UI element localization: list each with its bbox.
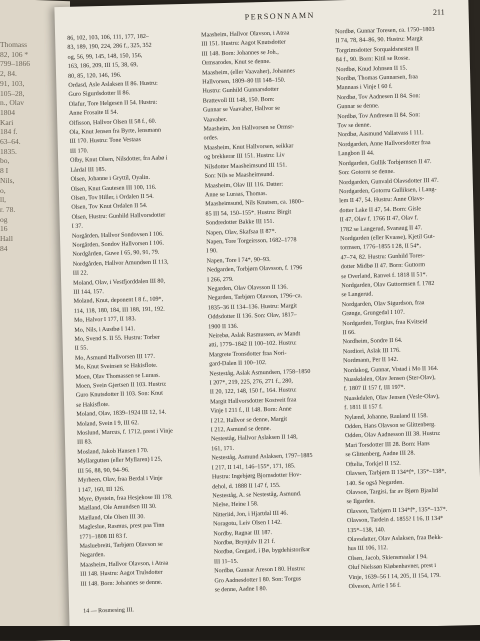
index-entry-line: Oluf Nielssøn Kiøbenhavner, prest i <box>348 563 437 572</box>
index-entry-line: Nordgarden, Torgius, fraa Kvitseid <box>342 318 428 327</box>
index-entry-line: Ordasd, Asle Aslaksen II 86. Hustru: <box>68 80 158 89</box>
dark-surface-strip <box>0 626 480 640</box>
index-entry-line: Nordbø, Brynjulv II 21 f. <box>213 538 276 547</box>
index-entry-line: Tov se denne. <box>337 122 372 130</box>
index-entry-line: Hustru: Gunhild Gunnarsdotter <box>202 87 279 95</box>
index-entry-line: Nesteståg, Hallvor Aslaksen II 148, <box>210 434 298 443</box>
index-entry-line: III 148. Born: Johannes se denne. <box>80 579 163 588</box>
index-entry-line: Mo, Nils, i Austbø I 141. <box>74 325 136 334</box>
index-entry-line: og, 56, 99, 145, 148, 150, 156, <box>67 52 143 61</box>
index-entry-line: Anne se Luraas, Thomas. <box>204 190 268 199</box>
left-page-line: n., Olav <box>0 98 24 108</box>
index-entry-line: Olavson, Tarbjørn II 134*f*, 135*–137*. <box>346 506 448 515</box>
index-entry-line: Anne Frosaite II 54. <box>68 109 119 118</box>
index-entry-line: Margit Hallvorsdotter Kostveit fraa <box>210 397 297 406</box>
index-entry-line: Brattevoll III 148, 150. Born: <box>202 96 275 105</box>
index-entry-line: Nordgarden, Olav Guttormsen f. 1782 <box>341 280 435 290</box>
index-entry-line: Olavson, Tardein d. 1855? I 16, II 134* <box>346 515 444 525</box>
left-page-line: og <box>0 214 8 224</box>
left-page-edge-text <box>0 40 62 600</box>
index-entry-line: Nordbø, Gregard, i Bø, bygdehistorikar <box>213 547 311 556</box>
index-entry-line: Grønge, Grungedal I 107. <box>341 309 405 318</box>
index-entry-line: 85 III 54, 150–155*. Hustru: Birgit <box>205 209 292 218</box>
left-page-line: bo, <box>0 156 10 166</box>
index-entry-line: 161, 171. <box>211 445 235 453</box>
index-entry-line: Nordgarden, Olav Sigurdson, fraa <box>341 299 425 308</box>
index-entry-line: I 90. <box>206 248 218 255</box>
index-entry-line: Myllargutten (eller Myllaren) I 25, <box>77 456 163 466</box>
index-entry-line: Moland, Svein I 9, III 62. <box>76 419 139 428</box>
index-entry-line: Mo, Halvor I 177, II 183. <box>73 316 137 324</box>
index-entry-line: 47–74, 82. Hustru: Gunhild Tores- <box>340 252 425 261</box>
index-entry-line: Langbon II 44. <box>338 150 375 158</box>
index-entry-line: Nordbø, Tov Andresen II 84. Son: <box>337 111 421 120</box>
left-page-line: Nils, <box>0 175 15 185</box>
index-entry-line: dehol, d. 1888 II 147 f, 155. <box>212 482 281 490</box>
page-title: PERSONNAMN <box>244 10 315 22</box>
index-entry-line: Olavsdatter, Olav Aslaksen, fraa Bekk- <box>347 534 443 544</box>
index-column-3 <box>335 25 477 592</box>
left-page-line: 82, 106 * <box>0 49 29 59</box>
index-entry-line: Moen, Olav Thomassen se Luraas. <box>75 372 161 381</box>
index-entry-line: Nordbø, Thomas Gunnarsen, fraa <box>336 74 418 83</box>
index-entry-line: Vinje I 211 f., II 148. Born: Anne <box>210 406 292 415</box>
index-entry-line: Moen, Svein Gjertsen II 103. Hustru: <box>75 381 167 390</box>
index-entry-line: Maasheim, Hallvor Olavson, i Atraa <box>201 30 290 39</box>
left-page-line: 184 f. <box>0 127 18 137</box>
index-entry-line: Napen, Tore Torgeirsson, 1682–1778 <box>206 237 297 246</box>
index-entry-line: II 66. <box>342 329 356 337</box>
index-entry-line: II 74, 78, 84–86, 90. Hustru: Margit <box>335 36 423 45</box>
index-entry-line: Nordbø, Knud Johnsen II 15. <box>335 65 408 73</box>
index-entry-line: Nuaskdalen, Olav Jensen (Ster-Olav), <box>343 374 436 384</box>
index-entry-line: Olsen, Jacob, Skiensmaalar I 94. <box>347 553 428 562</box>
index-entry-line: Olavson, Targisi, far av Bjørn Bjaalid <box>346 487 438 497</box>
index-entry-line: Vinje, 1639–56 I 14, 205, II 154, 179. <box>348 572 441 581</box>
index-entry-line: 1900 II 136. <box>208 323 239 331</box>
index-entry-line: lem II 47, 54. Hustru: Anne Olavs- <box>339 196 425 205</box>
left-page-line: 63–64. <box>0 137 21 147</box>
index-entry-line: se Glittenberg, Aadne III 28. <box>345 450 416 459</box>
index-entry-line: Odden, Hans Olavson se Glittenberg. <box>344 422 436 431</box>
index-entry-line: se Langerud. <box>341 291 374 299</box>
index-entry-line: 135*–138, 140. <box>347 526 386 534</box>
index-entry-line: f. 1807 II 157 f, III 197*. <box>343 385 406 393</box>
index-entry-line: atti, 1779–1842 II 100–102. Hustru: <box>208 340 297 349</box>
index-entry-line: III 83. <box>76 439 93 447</box>
index-entry-line: I 207*, 219, 225, 276, 271 f., 280, <box>209 378 293 387</box>
index-entry-line: se Hakisflote. <box>76 401 110 409</box>
left-page-line: r. 78. <box>0 204 16 214</box>
index-entry-line: I 37. <box>71 223 84 230</box>
index-entry-line: dotter Midbø II 47. Born: Guttorm <box>340 262 426 271</box>
index-entry-line: Nordgarden, Anne Hallvorsdotter fraa <box>337 139 431 149</box>
index-entry-line: Ola, Knut Jensen fra Byrte, lensmann <box>69 127 162 136</box>
index-entry-line: ordes. <box>203 135 219 143</box>
index-entry-line: Nielse, Heine I 58. <box>212 501 259 509</box>
index-entry-line: II 55. <box>74 345 89 353</box>
index-entry-line: 86, 102, 103, 106, 111, 177, 182– <box>67 33 150 42</box>
index-entry-line: se denne, Aadne I 80. <box>214 586 268 594</box>
index-entry-line: III 144, 157. <box>73 288 104 296</box>
index-entry-line: Norgården, Hallvor Sondovsen I 106. <box>71 231 164 240</box>
index-entry-line: III 170. Hustru: Tone Vestaas <box>69 137 142 146</box>
index-entry-line: Hallvorsen, 1809–80 III 148–150. <box>202 77 286 86</box>
index-entry-line: Nordbø, Aasmund Vallatvass I 111. <box>337 130 424 139</box>
left-page-line: 91, 103, <box>0 78 25 88</box>
index-entry-line: Mari Torsdotter III 28. Born: Hans <box>345 440 430 450</box>
index-entry-line: Nordgården, Hallvor Amundsen II 113, <box>72 259 169 268</box>
index-entry-line: III 151. Hustru: Aagot Knutsdotter <box>201 39 286 48</box>
index-entry-line: Torgrimsdotter Sorqualdsnesten II <box>335 46 420 55</box>
index-entry-line: Nuaskdalen, Olav Jensen (Vesle-Olav), <box>343 393 440 403</box>
index-entry-line: Neirebø, Aslak Rasmussen, av Mandt <box>208 331 301 340</box>
left-page-line: 2, 84. <box>0 69 17 79</box>
index-entry-line: Nordakog, Gunnar, Vistad i Mo II 164. <box>343 365 439 374</box>
index-entry-line: Nesteståg, Asmund Aslaksen, 1797–1885 <box>211 453 313 462</box>
index-entry-line: Maasheimsund, Nils Knutsen, ca. 1800– <box>205 199 304 208</box>
index-entry-line: Nordgarden, Gullik Torbjørnsen II 47. <box>338 158 432 167</box>
index-entry-line: Olsen, Knut Gautesen III 100, 116. <box>70 184 157 193</box>
index-entry-line: Nordheim, Sondre II 64. <box>342 338 403 346</box>
index-entry-line: Mælland, Ole Olsen III 30. <box>78 513 145 522</box>
index-entry-line: Negarden. <box>79 552 106 560</box>
index-entry-line: Oddsdotter II 136. Son: Olav, 1817– <box>207 312 297 321</box>
index-entry-line: Vaavaher. <box>203 116 228 124</box>
index-entry-line: Margrete Tronsdotter fraa Nori- <box>208 350 287 359</box>
index-entry-line: Moland, Olav, 1839–1924 III 12, 14. <box>76 409 167 418</box>
index-entry-line: 80, 85, 120, 146, 196. <box>68 72 122 80</box>
index-entry-line: I 147, 160, III 126. <box>78 486 125 494</box>
index-entry-line: I 266, 279. <box>207 276 234 284</box>
index-entry-line: Mosland, Jakob Hansen I 70. <box>77 447 149 456</box>
index-entry-line: se Ilgarden. <box>346 498 376 506</box>
index-entry-line: Nordby, Ragnar III 187. <box>213 529 273 537</box>
index-entry-line: I 212, Asmund se denne. <box>210 426 272 434</box>
index-entry-line: Nesteståg, A. se Nesteståg, Asmund. <box>212 491 302 500</box>
index-entry-line: Nedgarden, Torbjørn Olavsson, f. 1796 <box>206 265 303 274</box>
index-entry-line: Guro Knutsdotter II 103. Son: Knut <box>75 391 163 400</box>
index-entry-line: Nordgården, Guwe I 65, 90, 91, 79. <box>72 250 160 259</box>
index-entry-line: 163, 186, 209, III 15, 38, 69, <box>67 62 138 71</box>
index-entry-line: Olsen, Hustru: Gunhild Hallvorsdotter <box>71 212 166 221</box>
index-entry-line: Negarden, Tarbjørn Olavson, 1796–ca. <box>207 293 303 302</box>
index-entry-line: Son: Gotorru se denne. <box>338 168 395 177</box>
index-entry-line: Guro Sigurdsdotter II 86. <box>68 90 131 99</box>
left-page-line: 16 <box>0 224 8 234</box>
index-entry-line: Gro Aadnesdotter I 80. Son: Torgus <box>214 575 302 584</box>
index-entry-line: Nordiori, Aslak III 176. <box>342 347 401 356</box>
index-column-2 <box>201 28 343 595</box>
index-entry-line: I 217, II 141, 146–155*, 171, 185. <box>211 463 296 472</box>
index-entry-line: Olsen, Tov Hiller, i Ordalen II 54. <box>71 193 154 202</box>
index-entry-line: III 170. <box>69 148 89 155</box>
index-entry-line: Olsen, Tov Knut Ordalen II 54. <box>71 203 148 212</box>
left-page-line: 1804 <box>0 107 15 117</box>
index-entry-line: Hustru: Ingebjørg Bjornsdotter Hov- <box>211 472 302 481</box>
index-entry-line: Nitteriid, Jon, i Hjartdal III 46. <box>212 510 289 519</box>
index-entry-line: Nordgarden, Gotorru Gulliksen, i Lang- <box>338 186 437 196</box>
index-entry-line: Olavsen, Tarbjørn II 134*f*, 135*–138*, <box>345 468 447 478</box>
index-entry-line: Nordbø, Tov Aadnesen II 84. Son: <box>336 93 421 102</box>
index-entry-line: II 47, Olav f. 1766 II 47, Olav f. <box>339 215 419 224</box>
index-entry-line: Maasheim, Hallvor Olavson, i Atraa <box>79 560 169 569</box>
index-entry-line: Mo, Knut Sveinsen se Hakisflote. <box>75 362 158 371</box>
index-entry-line: Ormsarodes, Knut se denne. <box>201 59 271 67</box>
page-number: 211 <box>432 7 445 17</box>
index-entry-line: og brekkerar III 151. Hustru: Liv <box>204 152 285 161</box>
index-entry-line: 114, 118, 180, 184, III 188, 191, 192. <box>73 306 165 315</box>
index-entry-line: Norgården, Sondov Hallvorsen I 106. <box>72 240 164 249</box>
index-entry-line: Mælland, Ole Amundsen III 30. <box>78 504 157 513</box>
left-page-line: 84 <box>0 243 8 253</box>
index-entry-line: 140. Se også Negarden. <box>346 479 404 487</box>
index-entry-line: se Overland, Ranvei f. 1818 II 51*. <box>340 271 428 280</box>
index-entry-line: Odden, Olav Aadnesson III 38. Hustru: <box>344 431 441 440</box>
left-page-line: o, <box>0 185 6 195</box>
left-page-line: 105–28, <box>0 88 25 98</box>
index-entry-line: Lårdal III 185. <box>70 166 107 174</box>
index-entry-line: Gunnar se Vaavaher, Hallvor se <box>202 105 281 114</box>
index-entry-line: Son: Nils se Maasheimsund. <box>204 171 275 180</box>
index-entry-line: tormsen, 1776–1855 I 28, II 54*, <box>340 243 422 252</box>
index-entry-line: Olby, Knut Olsen, Nilsdotter, fra Aabø i <box>70 155 168 165</box>
index-entry-line: Mo, Asmund Hallvorsen III 177. <box>74 353 155 362</box>
index-entry-line: Nylænd, Johanne, Rauland II 158. <box>344 412 429 421</box>
index-entry-line: Sondredotter Bakke III 151. <box>205 218 275 227</box>
index-entry-line: 1771–1808 III 83 f. <box>79 533 128 541</box>
page-footer: 14 — Rosmesing III. <box>83 607 134 615</box>
index-entry-line: Moland, Knut, deponent I 8 f., 109*, <box>73 296 164 306</box>
index-entry-line: Maasheim, Knut Hallvorsen, seikkar <box>203 143 294 152</box>
index-entry-line: III 11–15. <box>213 558 239 566</box>
index-entry-line: Nordgarden, Gunvald Olavsdotter III 47. <box>338 177 439 186</box>
index-entry-line: Napen, Tore I 74*, 90–93. <box>206 256 271 265</box>
index-entry-line: 1835–36 II 134–136. Hustru: Margit <box>207 303 297 312</box>
index-entry-line: Nesteståg, Aslak Asmundsen, 1758–1850 <box>209 368 311 378</box>
index-entry-line: Moslund, Marcus, f. 1712, prest i Vinje <box>76 428 173 437</box>
index-entry-line: f. 1811 II 157 f. <box>344 404 383 412</box>
index-entry-line: III 148. Born: Johannes se Joh., <box>201 49 279 58</box>
index-entry-line: Olsen, Johanne i Gryttil, Oyalin. <box>70 174 151 183</box>
index-entry-line: Myre, Øystein, fraa Hesjekose III 178. <box>78 494 173 503</box>
index-entry-line: 84 f., 90. Born: Kitil se Rosse. <box>335 55 410 64</box>
index-entry-line: II 20, 122, 148, 150 f., 164. Hustru: <box>209 387 297 396</box>
index-entry-line: I 212, Hallvor se denne, Margit <box>210 416 288 425</box>
index-entry-line: Myrheen, Olav, fraa Berdal i Vinje <box>77 475 163 484</box>
index-entry-line: hus III 106, 112. <box>347 545 389 553</box>
left-page-line: 1835. <box>0 146 17 156</box>
index-entry-line: Nordgarden (eller Kvaase), Kjetil Gut- <box>340 233 435 243</box>
index-entry-line: Mannaas i Vinje I 60 f. <box>336 84 393 92</box>
index-entry-line: 1782 se Langerud, Svanaug II 47. <box>339 224 423 233</box>
index-entry-line: Nilsdotter Maasheimsund III 151. <box>204 162 287 171</box>
index-entry-line: Olafur, Tore Helgesen II 54. Hustru: <box>68 99 158 108</box>
index-entry-line: Oftelia, Torkjel II 152. <box>345 460 401 468</box>
index-entry-line: Olfisson, Hallvor Olsen II 58 f., 60. <box>69 118 157 127</box>
index-entry-line: Napen, Olav, Skafsaa II 87*. <box>205 228 277 237</box>
index-entry-line: Masluebreiti, Tarbjørn Olavson se <box>79 541 163 550</box>
index-entry-line: Noragotu, Leiv Olsen I 142. <box>213 519 282 528</box>
left-page-line: Thomass <box>0 40 28 49</box>
index-column-1 <box>67 32 209 590</box>
left-page-line: Hall <box>0 234 13 244</box>
index-entry-line: III 56, 88, 90, 94–96. <box>77 467 130 475</box>
index-entry-line: Negarden, Olav Olavsson II 136. <box>207 284 288 293</box>
index-entry-line: gard-Dalen II 100–102. <box>209 360 267 368</box>
index-entry-line: Nordmann, Per II 142. <box>343 357 399 365</box>
index-entry-line: Magleslue, Rasmus, prest paa Tinn <box>79 522 165 531</box>
left-page-line: ll, <box>0 195 7 205</box>
index-entry-line: Gunnar se denne. <box>336 103 380 111</box>
index-entry-line: dotter Lake II 47, 54. Born: Gisle <box>339 205 422 214</box>
index-entry-line: Maasheim, (eller Vaavaher), Johannes <box>201 67 295 77</box>
index-entry-line: III 22. <box>72 270 89 277</box>
index-entry-line: Mo, Svend S. II 55. Hustru: Torber <box>74 334 160 343</box>
index-entry-line: Olveson, Arrie I 56 f. <box>348 582 401 591</box>
index-entry-line: Nordbø, Gunnar Toresen, ca. 1750–1803 <box>335 26 435 36</box>
left-page-line: 799–1866 <box>0 59 30 69</box>
left-page-line: Kari <box>0 117 14 127</box>
left-page-line: 8 I <box>0 166 9 176</box>
index-entry-line: Maasheim, Olav III 116. Datter: <box>204 181 284 190</box>
index-entry-line: Nordbø, Gunnar Areson I 80. Hustru: <box>214 566 306 575</box>
index-entry-line: Maasheim, Jon Hallvorsen se Ormsr- <box>203 124 295 133</box>
index-entry-line: Moland, Olav, i Vestfjorddalen III 80, <box>73 278 166 287</box>
index-entry-line: 83, 189, 190, 224, 286 f., 325, 352 <box>67 43 152 52</box>
book-page <box>54 0 480 635</box>
index-entry-line: III 148. Hustru: Aagot Trulsdotter <box>80 569 163 578</box>
